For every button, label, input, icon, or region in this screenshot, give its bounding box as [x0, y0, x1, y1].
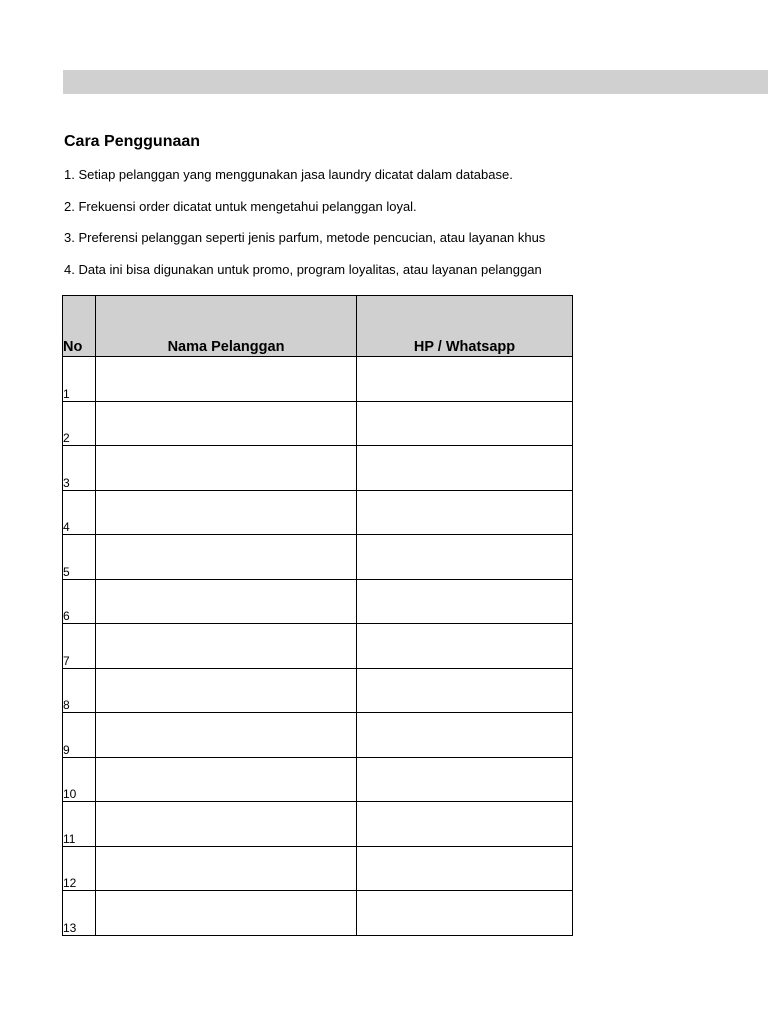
phone-cell[interactable] [357, 713, 573, 758]
customer-name-cell[interactable] [96, 624, 357, 669]
phone-cell[interactable] [357, 846, 573, 891]
row-number-cell: 13 [63, 891, 96, 936]
phone-cell[interactable] [357, 535, 573, 580]
instruction-item: 2. Frekuensi order dicatat untuk mengetahui pelanggan loyal. [64, 199, 417, 214]
instruction-item: 4. Data ini bisa digunakan untuk promo, program loyalitas, atau layanan pelanggan [64, 262, 542, 277]
customer-name-cell[interactable] [96, 579, 357, 624]
column-header-name: Nama Pelanggan [96, 296, 357, 357]
row-number-cell: 6 [63, 579, 96, 624]
customer-name-cell[interactable] [96, 713, 357, 758]
customer-name-cell[interactable] [96, 535, 357, 580]
table-row [63, 579, 573, 624]
customer-name-cell[interactable] [96, 401, 357, 446]
table-row [63, 446, 573, 491]
row-number-cell: 11 [63, 802, 96, 847]
customer-name-cell[interactable] [96, 490, 357, 535]
row-number-cell: 2 [63, 401, 96, 446]
table-row [63, 846, 573, 891]
phone-cell[interactable] [357, 891, 573, 936]
table-header-row [63, 296, 573, 357]
customer-name-cell[interactable] [96, 846, 357, 891]
phone-cell[interactable] [357, 579, 573, 624]
row-number-cell: 12 [63, 846, 96, 891]
phone-cell[interactable] [357, 757, 573, 802]
row-number-cell: 10 [63, 757, 96, 802]
column-header-phone: HP / Whatsapp [357, 296, 573, 357]
row-number-cell: 4 [63, 490, 96, 535]
customer-name-cell[interactable] [96, 891, 357, 936]
table-row [63, 624, 573, 669]
table-body [63, 357, 573, 936]
customer-table [62, 295, 573, 936]
table-row [63, 401, 573, 446]
phone-cell[interactable] [357, 357, 573, 402]
phone-cell[interactable] [357, 490, 573, 535]
row-number-cell: 3 [63, 446, 96, 491]
phone-cell[interactable] [357, 446, 573, 491]
customer-name-cell[interactable] [96, 757, 357, 802]
customer-name-cell[interactable] [96, 357, 357, 402]
phone-cell[interactable] [357, 802, 573, 847]
phone-cell[interactable] [357, 624, 573, 669]
table-row [63, 535, 573, 580]
table-row [63, 802, 573, 847]
phone-cell[interactable] [357, 401, 573, 446]
row-number-cell: 5 [63, 535, 96, 580]
row-number-cell: 8 [63, 668, 96, 713]
row-number-cell: 7 [63, 624, 96, 669]
customer-name-cell[interactable] [96, 446, 357, 491]
table-row [63, 757, 573, 802]
table-row [63, 490, 573, 535]
table-row [63, 668, 573, 713]
phone-cell[interactable] [357, 668, 573, 713]
table-row [63, 891, 573, 936]
table-row [63, 713, 573, 758]
page-title: Cara Penggunaan [64, 133, 201, 150]
header-band [63, 70, 768, 94]
row-number-cell: 1 [63, 357, 96, 402]
column-header-no: No [63, 296, 96, 357]
customer-name-cell[interactable] [96, 802, 357, 847]
table-row [63, 357, 573, 402]
row-number-cell: 9 [63, 713, 96, 758]
instruction-item: 1. Setiap pelanggan yang menggunakan jasa laundry dicatat dalam database. [64, 167, 513, 182]
customer-name-cell[interactable] [96, 668, 357, 713]
instruction-item: 3. Preferensi pelanggan seperti jenis parfum, metode pencucian, atau layanan khus [64, 230, 546, 245]
